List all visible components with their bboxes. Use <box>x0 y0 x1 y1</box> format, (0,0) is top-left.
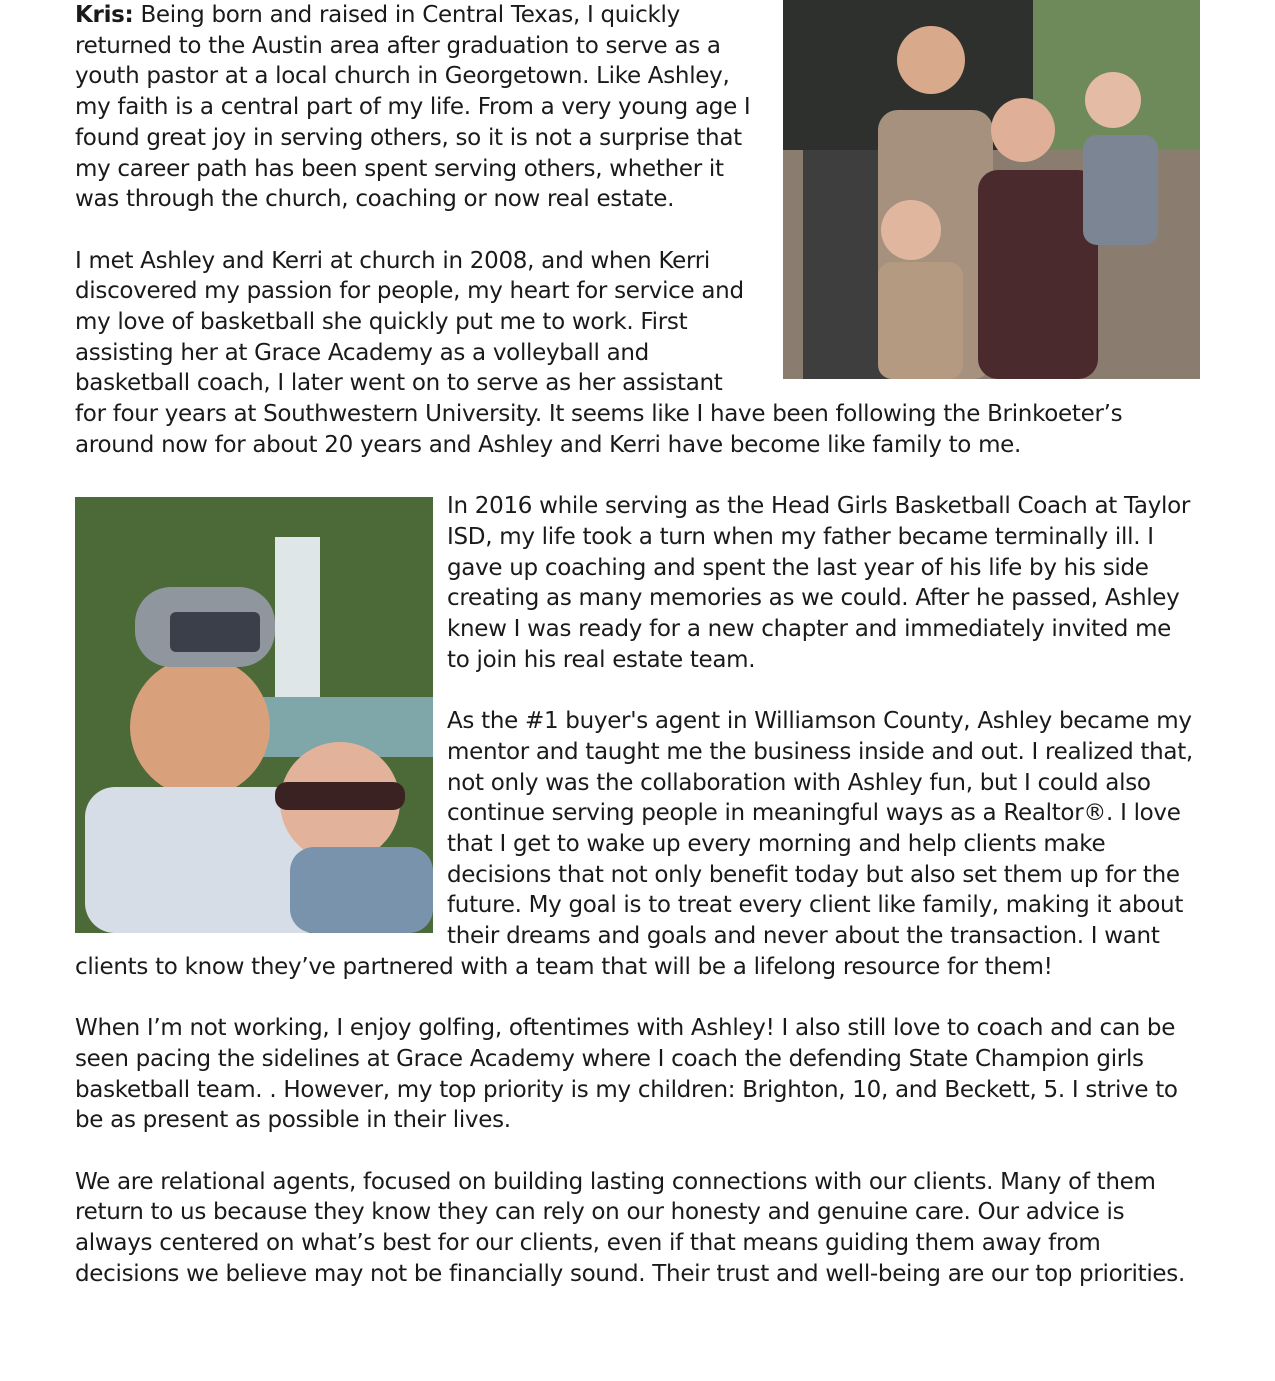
paragraph-hobbies: When I’m not working, I enjoy golfing, oftentimes with Ashley! I also still love to coach and can be seen pacing the sidelines at Grace Academy where I coach the defending State Champion girls basketball team. . However, my top priority is my children: Brighton, 10, and Beckett, 5. I strive to be as present as possible in their lives. <box>75 1015 1178 1134</box>
intro-text: Being born and raised in Central Texas, I quickly returned to the Austin area after graduation to serve as a youth pastor at a local church in Georgetown. Like Ashley, my faith is a central part of my life. From a very young age I found great joy in serving others, so it is not a surprise that my career path has been spent serving others, whether it was through the church, coaching or now real estate. <box>75 2 751 213</box>
document-page <box>75 0 1200 1289</box>
waterfall-selfie-photo <box>75 497 433 933</box>
paragraph-relational-agents: We are relational agents, focused on building lasting connections with our clients. Many of them return to us because they know they can rely on our honesty and genuine care. Our advice is always centered on what’s best for our clients, even if that means guiding them away from decisions we believe may not be financially sound. Their trust and well-being are our top priorities. <box>75 1168 1185 1287</box>
paragraph-church-coaching: I met Ashley and Kerri at church in 2008, and when Kerri discovered my passion for people, my heart for service and my love of basketball she quickly put me to work. First assisting her at Grace Academy as a volleyball and basketball coach, I later went on to serve as her assistant for four years at Southwestern University. It seems like I have been following the Brinkoeter’s around now for about 20 years and Ashley and Kerri have become like family to me. <box>75 247 1123 458</box>
family-photo-icon <box>783 0 1200 379</box>
paragraph-mentor: As the #1 buyer's agent in Williamson County, Ashley became my mentor and taught me the business inside and out. I realized that, not only was the collaboration with Ashley fun, but I could also continue serving people in meaningful ways as a Realtor®. I love that I get to wake up every morning and help clients make decisions that not only benefit today but also set them up for the future. My goal is to treat every client like family, making it about their dreams and goals and never about the transaction. I want clients to know they’ve partnered with a team that will be a lifelong resource for them! <box>75 708 1193 980</box>
paragraph-father-illness: In 2016 while serving as the Head Girls Basketball Coach at Taylor ISD, my life took a turn when my father became terminally ill. I gave up coaching and spent the last year of his life by his side creating as many memories as we could. After he passed, Ashley knew I was ready for a new chapter and immediately invited me to join his real estate team. <box>447 493 1191 673</box>
family-photo <box>783 0 1200 379</box>
speaker-name: Kris: <box>75 2 134 28</box>
waterfall-selfie-icon <box>75 497 433 933</box>
